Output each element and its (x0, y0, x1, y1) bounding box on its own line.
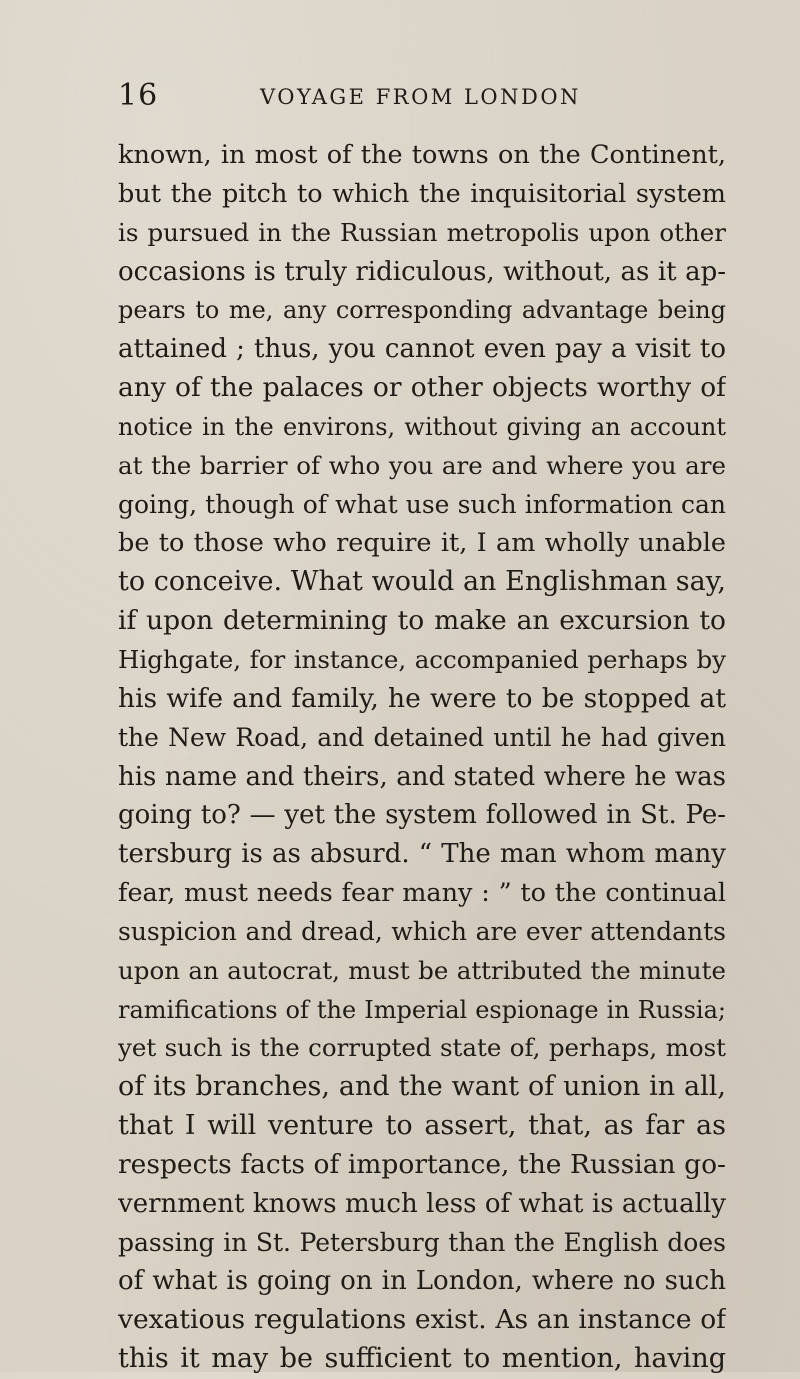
text-line: attained ; thus, you cannot even pay a visit to (118, 334, 726, 365)
text-line: if upon determining to make an excursion to (118, 605, 726, 637)
text-line: ramifications of the Imperial espionage in Russia; (118, 995, 726, 1024)
text-line: pears to me, any corresponding advantage being (118, 296, 726, 325)
text-line: Highgate, for instance, accompanied perhaps by (118, 644, 726, 674)
text-line: passing in St. Petersburg than the English does (118, 1227, 726, 1257)
text-line: known, in most of the towns on the Continent, (118, 140, 726, 170)
text-line: respects facts of importance, the Russian go- (118, 1148, 726, 1180)
text-line: his name and theirs, and stated where he was (118, 761, 726, 792)
body-text (118, 136, 726, 1379)
text-line: suspicion and dread, which are ever attendants (118, 916, 726, 946)
text-line: going, though of what use such information can (118, 489, 726, 519)
text-line: upon an autocrat, must be attributed the minute (118, 955, 726, 985)
running-head: VOYAGE FROM LONDON (260, 85, 581, 109)
text-line: to conceive. What would an Englishman say, (118, 566, 726, 598)
text-line: notice in the environs, without giving an account (118, 412, 726, 441)
text-line: yet such is the corrupted state of, perhaps, most (118, 1033, 726, 1063)
text-line: this it may be sufficient to mention, having (118, 1343, 726, 1375)
page-number: 16 (118, 78, 159, 113)
text-line: going to? — yet the system followed in St. Pe- (118, 800, 726, 831)
text-line: of its branches, and the want of union in all, (118, 1071, 726, 1103)
text-line: the New Road, and detained until he had given (118, 722, 726, 752)
page-header (118, 76, 718, 116)
text-line: that I will venture to assert, that, as far as (118, 1110, 726, 1142)
text-line: be to those who require it, I am wholly unable (118, 528, 726, 559)
text-line: at the barrier of who you are and where you are (118, 450, 726, 480)
text-line: is pursued in the Russian metropolis upon other (118, 217, 726, 247)
text-line: occasions is truly ridiculous, without, as it ap- (118, 256, 726, 287)
text-line: tersburg is as absurd. “ The man whom many (118, 839, 726, 870)
text-line: any of the palaces or other objects worthy of (118, 372, 726, 404)
text-line: but the pitch to which the inquisitorial system (118, 178, 726, 209)
text-line: his wife and family, he were to be stopped at (118, 682, 726, 714)
text-line: fear, must needs fear many : ” to the continual (118, 878, 726, 909)
text-line: vernment knows much less of what is actually (118, 1188, 726, 1219)
text-line: of what is going on in London, where no such (118, 1266, 726, 1297)
text-line: vexatious regulations exist. As an instance of (118, 1304, 726, 1336)
